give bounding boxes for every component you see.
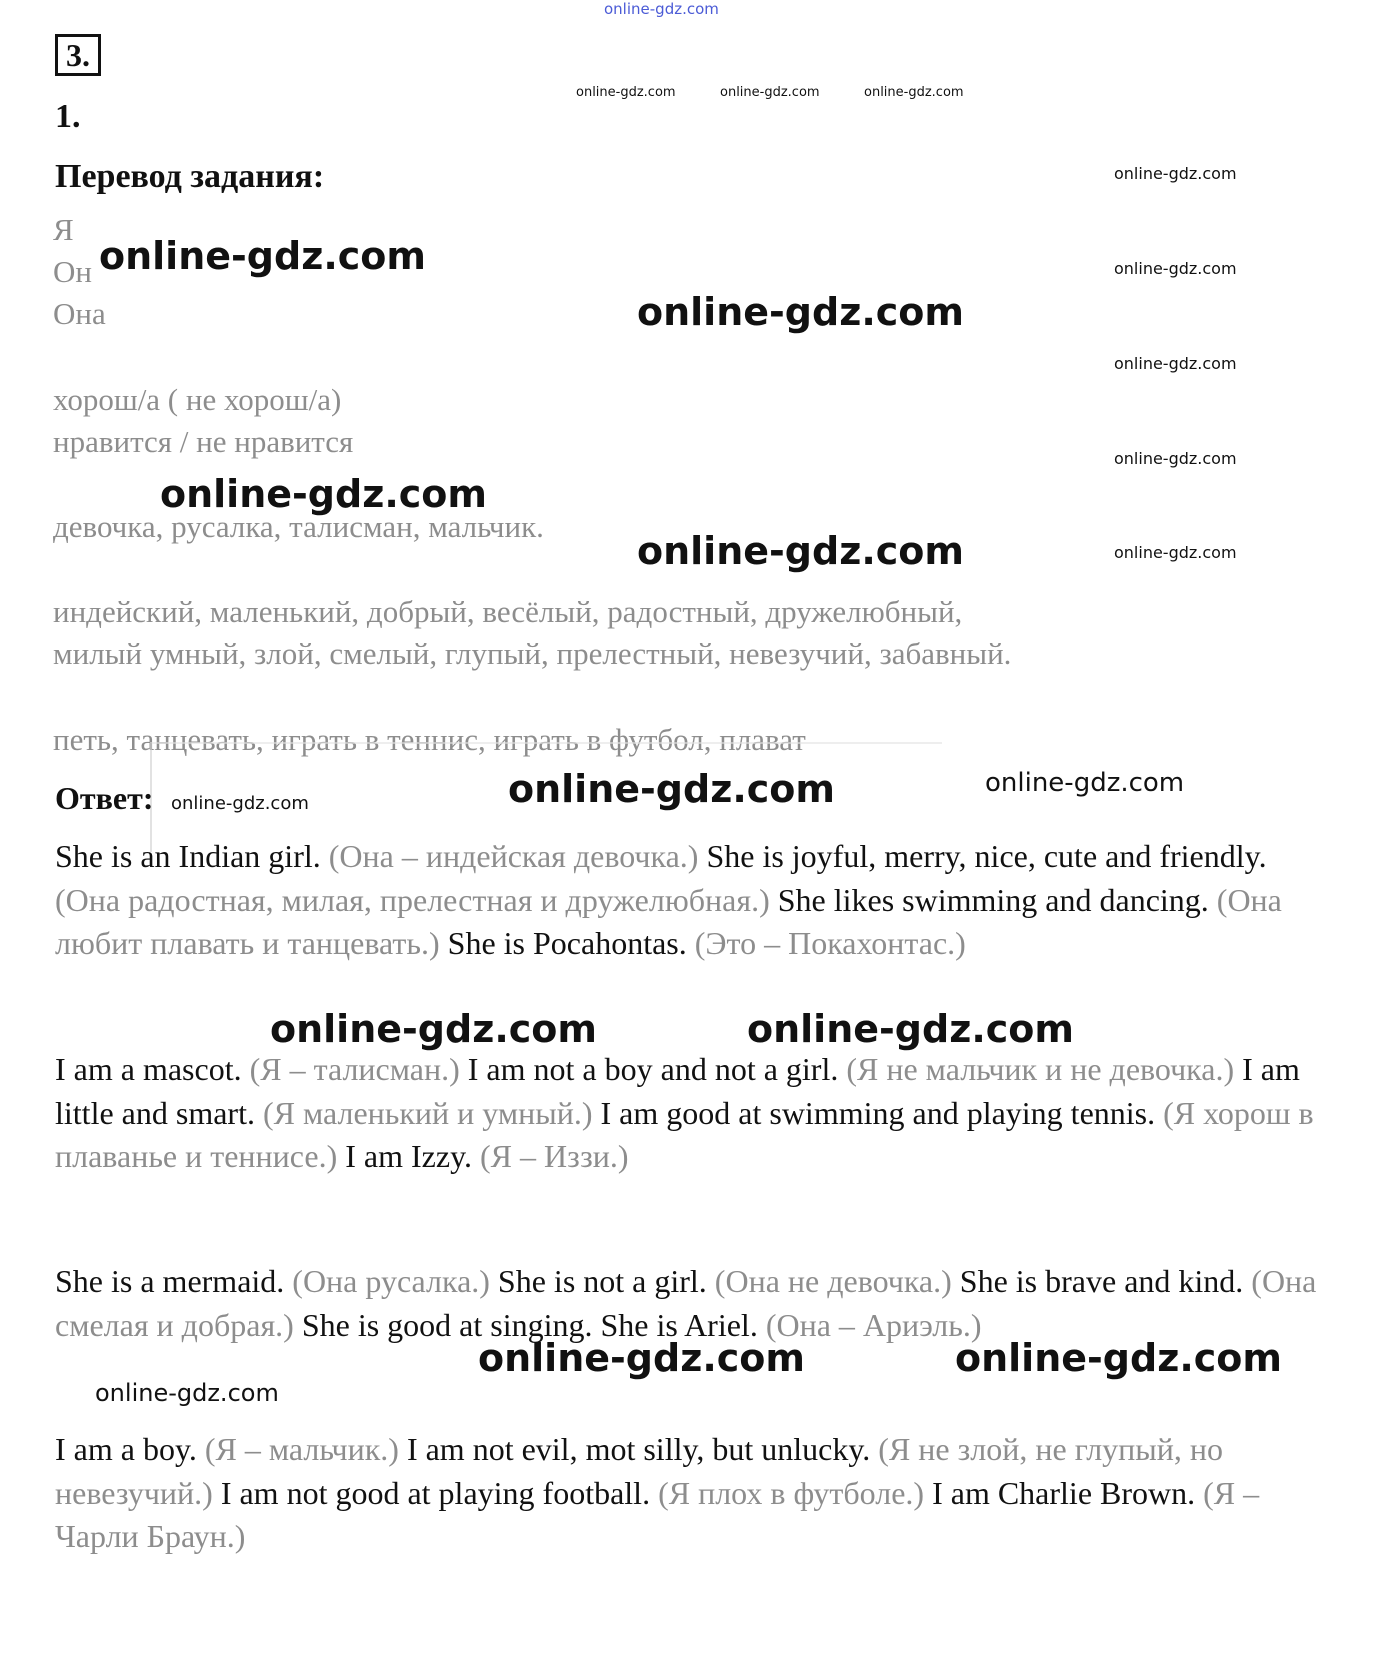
watermark-small: online-gdz.com: [720, 85, 820, 100]
answer-paragraph-4: [55, 1428, 1325, 1559]
watermark-medium: online-gdz.com: [171, 793, 309, 814]
translation-segment: (Я – талисман.): [249, 1051, 460, 1087]
english-segment: She likes swimming and dancing.: [769, 881, 1217, 918]
adjectives-line-1: индейский, маленький, добрый, весёлый, радостный, дружелюбный,: [53, 594, 963, 629]
english-segment: She is a mermaid.: [55, 1263, 293, 1299]
watermark-small: online-gdz.com: [864, 85, 964, 100]
english-segment: I am a mascot.: [55, 1051, 250, 1087]
answer-heading: Ответ:: [55, 780, 154, 816]
watermark-medium: online-gdz.com: [95, 1379, 279, 1407]
phrase-good: хорош/а ( не хорош/а): [53, 382, 342, 417]
watermark-large: online-gdz.com: [955, 1336, 1282, 1380]
translation-segment: (Она – индейская девочка.): [328, 838, 699, 874]
english-segment: She is Pocahontas.: [439, 925, 695, 961]
watermark-side: online-gdz.com: [1114, 259, 1237, 278]
answer-paragraph-1: [55, 835, 1325, 966]
answer-paragraph-3: [55, 1260, 1325, 1347]
english-segment: I am good at swimming and playing tennis.: [592, 1094, 1164, 1131]
english-segment: I am a boy.: [55, 1431, 205, 1467]
watermark-large: online-gdz.com: [478, 1336, 805, 1380]
answer-paragraph-2: [55, 1048, 1325, 1179]
watermark-small: online-gdz.com: [576, 85, 676, 100]
watermark-large: online-gdz.com: [508, 767, 835, 811]
translation-segment: (Я не злой, не глупый, но невезучий.): [55, 1431, 1224, 1511]
watermark-side: online-gdz.com: [1114, 543, 1237, 562]
english-segment: She is joyful, merry, nice, cute and friendly.: [698, 838, 1267, 874]
english-segment: She is good at singing. She is Ariel.: [293, 1306, 766, 1343]
translation-segment: (Она – Ариэль.): [765, 1306, 982, 1343]
pronoun-3: Она: [53, 296, 106, 331]
watermark-large: online-gdz.com: [270, 1007, 597, 1051]
english-segment: She is brave and kind.: [951, 1263, 1252, 1299]
nouns-line: девочка, русалка, талисман, мальчик.: [53, 509, 544, 544]
english-segment: I am Izzy.: [337, 1138, 480, 1174]
verbs-line: петь, танцевать, играть в теннис, играть в футбол, плават: [53, 722, 806, 757]
exercise-number-box: 3.: [55, 34, 101, 76]
translation-segment: (Я – Иззи.): [479, 1138, 629, 1174]
english-segment: I am Charlie Brown.: [924, 1474, 1204, 1511]
watermark-medium: online-gdz.com: [985, 768, 1185, 798]
english-segment: I am little and smart.: [55, 1051, 1300, 1131]
translation-segment: (Она не девочка.): [714, 1263, 952, 1299]
translation-segment: (Она любит плавать и танцевать.): [55, 881, 1282, 961]
watermark-large: online-gdz.com: [160, 472, 487, 516]
english-segment: She is an Indian girl.: [55, 838, 329, 874]
english-segment: I am not a boy and not a girl.: [459, 1051, 847, 1087]
watermark-large: online-gdz.com: [747, 1007, 1074, 1051]
task-heading: Перевод задания:: [55, 158, 325, 195]
translation-segment: (Я хорош в плаванье и теннисе.): [55, 1094, 1314, 1174]
watermark-top: online-gdz.com: [604, 0, 719, 18]
task-number: 1.: [55, 98, 81, 135]
english-segment: I am not good at playing football.: [212, 1474, 659, 1511]
watermark-side: online-gdz.com: [1114, 354, 1237, 373]
watermark-side: online-gdz.com: [1114, 164, 1237, 183]
english-segment: I am not evil, mot silly, but unlucky.: [398, 1431, 879, 1467]
translation-segment: (Она смелая и добрая.): [55, 1263, 1317, 1343]
adjectives-line-2: милый умный, злой, смелый, глупый, прелестный, невезучий, забавный.: [53, 636, 1012, 671]
translation-segment: (Она русалка.): [292, 1263, 490, 1299]
watermark-side: online-gdz.com: [1114, 449, 1237, 468]
translation-segment: (Я не мальчик и не девочка.): [846, 1051, 1235, 1087]
phrase-like: нравится / не нравится: [53, 424, 354, 459]
translation-segment: (Я – мальчик.): [204, 1431, 399, 1467]
watermark-large: online-gdz.com: [637, 529, 964, 573]
watermark-large: online-gdz.com: [99, 234, 426, 278]
pronoun-2: Он: [53, 254, 92, 289]
watermark-large: online-gdz.com: [637, 290, 964, 334]
translation-segment: (Она радостная, милая, прелестная и дружелюбная.): [55, 881, 770, 918]
pronoun-1: Я: [53, 212, 74, 247]
translation-segment: (Я – Чарли Браун.): [55, 1474, 1260, 1554]
english-segment: She is not a girl.: [489, 1263, 715, 1299]
translation-segment: (Это – Покахонтас.): [694, 925, 966, 961]
translation-segment: (Я плох в футболе.): [658, 1474, 925, 1511]
translation-segment: (Я маленький и умный.): [262, 1094, 593, 1131]
